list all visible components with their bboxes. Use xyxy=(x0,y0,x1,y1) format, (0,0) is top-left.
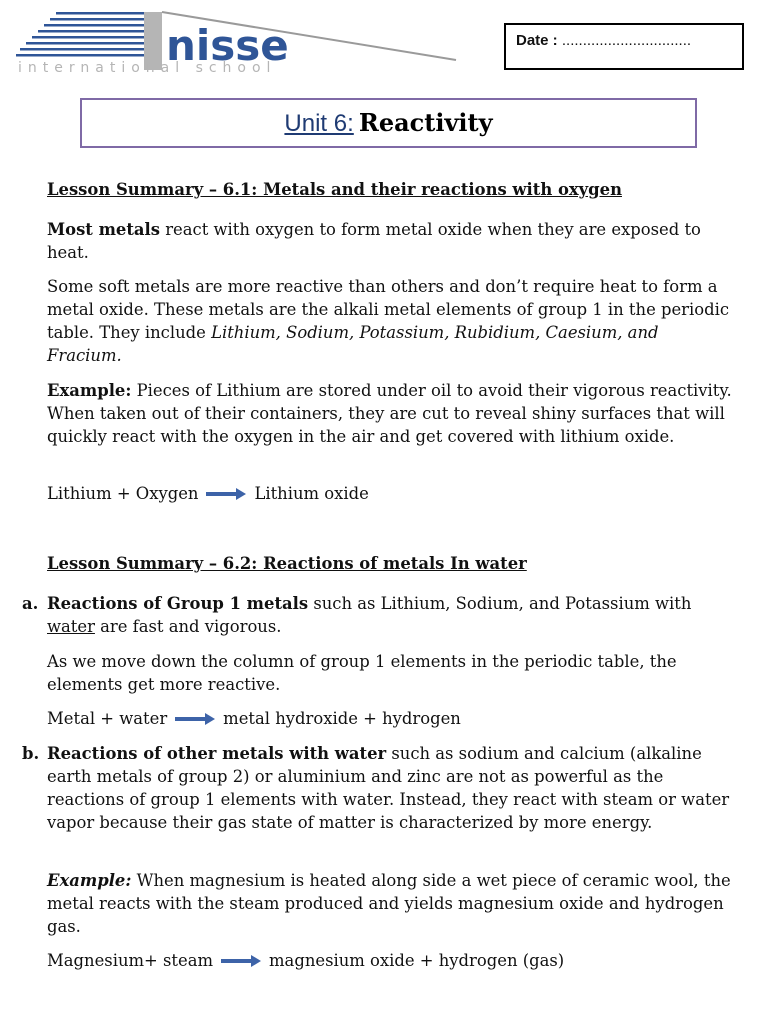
section-6-1-example xyxy=(47,379,737,448)
school-logo xyxy=(16,10,468,74)
section-6-1-paragraph-1 xyxy=(47,218,737,264)
section-6-2-heading: Lesson Summary – 6.2: Reactions of metals In water xyxy=(47,554,527,573)
title-topic: Reactivity xyxy=(358,108,493,137)
item-b-bold: Reactions of other metals with water xyxy=(47,744,387,763)
equation-left: Lithium + Oxygen xyxy=(47,484,199,503)
equation-metal-water xyxy=(47,707,461,730)
page-title xyxy=(80,98,697,148)
item-a-text-2: are fast and vigorous. xyxy=(94,617,282,636)
example-text: Pieces of Lithium are stored under oil to avoid their vigorous reactivity. When taken out of their containers, they are cut to reveal shiny surfaces that will quickly react with the oxygen in the air and get covered with lithium oxide. xyxy=(47,381,732,446)
item-a-paragraph-1 xyxy=(47,592,737,638)
p1-text: react with oxygen to form metal oxide when they are exposed to heat. xyxy=(47,220,701,262)
item-b-text: such as sodium and calcium (alkaline earth metals of group 2) or aluminium and zinc are not as powerful as the reactions of group 1 elements with water. Instead, they react with steam or water vapor because their gas state of matter is characterized by more energy. xyxy=(47,744,730,832)
equation-magnesium-steam xyxy=(47,949,564,972)
p1-bold: Most metals xyxy=(47,220,160,239)
list-marker-a: a. xyxy=(22,594,39,613)
logo-wordmark: nisse xyxy=(166,21,289,70)
arrow-right-icon xyxy=(206,488,246,500)
item-a-underline: water xyxy=(47,617,95,636)
arrow-right-icon xyxy=(175,713,215,725)
item-b-example xyxy=(47,869,737,938)
item-b-paragraph-1 xyxy=(47,742,737,834)
equation-right: magnesium oxide + hydrogen (gas) xyxy=(269,951,565,970)
date-field[interactable] xyxy=(504,23,744,70)
item-a-bold: Reactions of Group 1 metals xyxy=(47,594,309,613)
equation-left: Metal + water xyxy=(47,709,168,728)
item-b-example-text: When magnesium is heated along side a wet piece of ceramic wool, the metal reacts with the steam produced and yields magnesium oxide and hydrogen gas. xyxy=(47,871,731,936)
item-b-example-label: Example: xyxy=(47,871,132,890)
section-6-1-heading: Lesson Summary – 6.1: Metals and their reactions with oxygen xyxy=(47,180,622,199)
equation-right: metal hydroxide + hydrogen xyxy=(223,709,461,728)
p2-italic: Lithium, Sodium, Potassium, Rubidium, Caesium, and Fracium. xyxy=(47,323,659,365)
p2-text: Some soft metals are more reactive than others and don’t require heat to form a metal oxide. These metals are the alkali metal elements of group 1 in the periodic table. They include xyxy=(47,277,730,342)
section-6-1-paragraph-2 xyxy=(47,275,737,367)
list-marker-b: b. xyxy=(22,744,40,763)
example-label: Example: xyxy=(47,381,132,400)
logo-subtitle: international school xyxy=(18,60,277,74)
date-blank: ............................... xyxy=(561,32,692,49)
equation-left: Magnesium+ steam xyxy=(47,951,214,970)
arrow-right-icon xyxy=(221,955,261,967)
item-a-text-1: such as Lithium, Sodium, and Potassium with xyxy=(308,594,692,613)
equation-lithium xyxy=(47,482,369,505)
equation-right: Lithium oxide xyxy=(254,484,369,503)
date-label: Date : xyxy=(516,32,558,49)
item-a-paragraph-2: As we move down the column of group 1 elements in the periodic table, the elements get more reactive. xyxy=(47,652,677,694)
title-unit: Unit 6: xyxy=(284,110,354,137)
